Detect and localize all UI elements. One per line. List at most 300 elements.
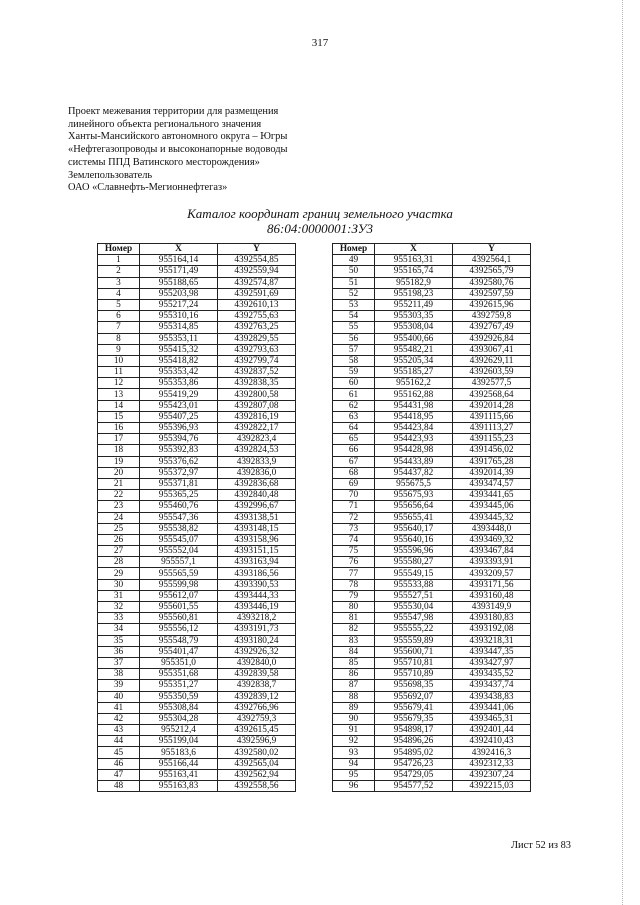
point-number-cell: 96: [333, 781, 375, 792]
y-coordinate-cell: 4391155,23: [453, 434, 531, 445]
point-number-cell: 89: [333, 702, 375, 713]
y-coordinate-cell: 4393390,53: [218, 579, 296, 590]
x-coordinate-cell: 954428,98: [375, 445, 453, 456]
y-coordinate-cell: 4393467,84: [453, 546, 531, 557]
point-number-cell: 31: [98, 590, 140, 601]
point-number-cell: 4: [98, 288, 140, 299]
point-number-cell: 54: [333, 311, 375, 322]
table-row: [333, 288, 531, 299]
table-row: [333, 389, 531, 400]
y-coordinate-cell: 4392763,25: [218, 322, 296, 333]
table-row: [333, 512, 531, 523]
y-coordinate-cell: 4393393,91: [453, 557, 531, 568]
point-number-cell: 52: [333, 288, 375, 299]
y-coordinate-cell: 4392564,1: [453, 255, 531, 266]
point-number-cell: 81: [333, 613, 375, 624]
point-number-cell: 43: [98, 725, 140, 736]
x-coordinate-cell: 955545,07: [140, 534, 218, 545]
y-coordinate-cell: 4392559,94: [218, 266, 296, 277]
point-number-cell: 41: [98, 702, 140, 713]
point-number-cell: 6: [98, 311, 140, 322]
y-coordinate-cell: 4392766,96: [218, 702, 296, 713]
x-coordinate-cell: 955710,89: [375, 669, 453, 680]
y-coordinate-cell: 4392839,58: [218, 669, 296, 680]
point-number-cell: 72: [333, 512, 375, 523]
header-number: Номер: [333, 244, 375, 255]
point-number-cell: 15: [98, 411, 140, 422]
table-row: [333, 635, 531, 646]
x-coordinate-cell: 955308,04: [375, 322, 453, 333]
table-row: [333, 613, 531, 624]
y-coordinate-cell: 4392926,32: [218, 646, 296, 657]
table-header-row: [333, 244, 531, 255]
point-number-cell: 42: [98, 713, 140, 724]
x-coordinate-cell: 955183,6: [140, 747, 218, 758]
table-row: [333, 624, 531, 635]
table-row: [98, 557, 296, 568]
y-coordinate-cell: 4393151,15: [218, 546, 296, 557]
table-row: [333, 702, 531, 713]
x-coordinate-cell: 955482,21: [375, 344, 453, 355]
point-number-cell: 91: [333, 725, 375, 736]
y-coordinate-cell: 4393474,57: [453, 478, 531, 489]
table-row: [333, 725, 531, 736]
y-coordinate-cell: 4392836,68: [218, 478, 296, 489]
point-number-cell: 65: [333, 434, 375, 445]
table-row: [98, 635, 296, 646]
table-row: [333, 434, 531, 445]
y-coordinate-cell: 4393209,57: [453, 568, 531, 579]
point-number-cell: 12: [98, 378, 140, 389]
point-number-cell: 26: [98, 534, 140, 545]
x-coordinate-cell: 955559,89: [375, 635, 453, 646]
point-number-cell: 68: [333, 467, 375, 478]
point-number-cell: 78: [333, 579, 375, 590]
x-coordinate-cell: 955392,83: [140, 445, 218, 456]
point-number-cell: 46: [98, 758, 140, 769]
table-header-row: [98, 244, 296, 255]
point-number-cell: 44: [98, 736, 140, 747]
table-row: [333, 378, 531, 389]
x-coordinate-cell: 955351,68: [140, 669, 218, 680]
x-coordinate-cell: 955371,81: [140, 478, 218, 489]
header-number: Номер: [98, 244, 140, 255]
point-number-cell: 23: [98, 501, 140, 512]
point-number-cell: 67: [333, 456, 375, 467]
y-coordinate-cell: 4392577,5: [453, 378, 531, 389]
header-line: Землепользователь: [68, 169, 153, 181]
table-row: [333, 534, 531, 545]
point-number-cell: 10: [98, 355, 140, 366]
x-coordinate-cell: 954729,05: [375, 769, 453, 780]
y-coordinate-cell: 4392416,3: [453, 747, 531, 758]
point-number-cell: 82: [333, 624, 375, 635]
table-row: [333, 713, 531, 724]
x-coordinate-cell: 955675,93: [375, 490, 453, 501]
y-coordinate-cell: 4392793,63: [218, 344, 296, 355]
x-coordinate-cell: 955612,07: [140, 590, 218, 601]
point-number-cell: 36: [98, 646, 140, 657]
table-row: [333, 568, 531, 579]
table-row: [98, 781, 296, 792]
point-number-cell: 86: [333, 669, 375, 680]
x-coordinate-cell: 955698,35: [375, 680, 453, 691]
x-coordinate-cell: 955692,07: [375, 691, 453, 702]
coordinates-table-left: [97, 243, 296, 792]
y-coordinate-cell: 4393148,15: [218, 523, 296, 534]
x-coordinate-cell: 955640,17: [375, 523, 453, 534]
x-coordinate-cell: 955185,27: [375, 367, 453, 378]
table-row: [333, 646, 531, 657]
y-coordinate-cell: 4392767,49: [453, 322, 531, 333]
y-coordinate-cell: 4393427,97: [453, 657, 531, 668]
header-line: «Нефтегазопроводы и высоконапорные водоводы: [68, 144, 288, 156]
point-number-cell: 73: [333, 523, 375, 534]
table-row: [98, 266, 296, 277]
y-coordinate-cell: 4392839,12: [218, 691, 296, 702]
x-coordinate-cell: 955565,59: [140, 568, 218, 579]
x-coordinate-cell: 955415,32: [140, 344, 218, 355]
x-coordinate-cell: 955549,15: [375, 568, 453, 579]
table-row: [98, 490, 296, 501]
table-row: [98, 680, 296, 691]
table-row: [333, 478, 531, 489]
x-coordinate-cell: 955460,76: [140, 501, 218, 512]
point-number-cell: 39: [98, 680, 140, 691]
x-coordinate-cell: 955165,74: [375, 266, 453, 277]
table-row: [333, 445, 531, 456]
x-coordinate-cell: 955679,41: [375, 702, 453, 713]
table-row: [333, 669, 531, 680]
table-row: [98, 579, 296, 590]
point-number-cell: 7: [98, 322, 140, 333]
table-row: [333, 657, 531, 668]
table-row: [333, 691, 531, 702]
x-coordinate-cell: 955198,23: [375, 288, 453, 299]
table-row: [333, 456, 531, 467]
y-coordinate-cell: 4393171,56: [453, 579, 531, 590]
x-coordinate-cell: 954418,95: [375, 411, 453, 422]
x-coordinate-cell: 955556,12: [140, 624, 218, 635]
y-coordinate-cell: 4391456,02: [453, 445, 531, 456]
table-row: [98, 702, 296, 713]
table-row: [98, 769, 296, 780]
table-row: [98, 501, 296, 512]
x-coordinate-cell: 955304,28: [140, 713, 218, 724]
point-number-cell: 49: [333, 255, 375, 266]
point-number-cell: 58: [333, 355, 375, 366]
point-number-cell: 75: [333, 546, 375, 557]
x-coordinate-cell: 955217,24: [140, 299, 218, 310]
point-number-cell: 50: [333, 266, 375, 277]
point-number-cell: 25: [98, 523, 140, 534]
x-coordinate-cell: 955557,1: [140, 557, 218, 568]
x-coordinate-cell: 954431,98: [375, 400, 453, 411]
y-coordinate-cell: 4392014,28: [453, 400, 531, 411]
table-row: [98, 355, 296, 366]
y-coordinate-cell: 4392615,45: [218, 725, 296, 736]
table-row: [333, 355, 531, 366]
x-coordinate-cell: 955163,31: [375, 255, 453, 266]
x-coordinate-cell: 954423,84: [375, 423, 453, 434]
point-number-cell: 62: [333, 400, 375, 411]
point-number-cell: 45: [98, 747, 140, 758]
x-coordinate-cell: 955162,88: [375, 389, 453, 400]
table-row: [98, 344, 296, 355]
x-coordinate-cell: 955353,42: [140, 367, 218, 378]
x-coordinate-cell: 955656,64: [375, 501, 453, 512]
y-coordinate-cell: 4393191,73: [218, 624, 296, 635]
table-row: [98, 523, 296, 534]
point-number-cell: 84: [333, 646, 375, 657]
y-coordinate-cell: 4393441,65: [453, 490, 531, 501]
y-coordinate-cell: 4392565,04: [218, 758, 296, 769]
point-number-cell: 21: [98, 478, 140, 489]
y-coordinate-cell: 4392926,84: [453, 333, 531, 344]
x-coordinate-cell: 955365,25: [140, 490, 218, 501]
table-row: [98, 534, 296, 545]
table-row: [98, 758, 296, 769]
x-coordinate-cell: 954898,17: [375, 725, 453, 736]
point-number-cell: 76: [333, 557, 375, 568]
point-number-cell: 63: [333, 411, 375, 422]
point-number-cell: 85: [333, 657, 375, 668]
x-coordinate-cell: 955205,34: [375, 355, 453, 366]
y-coordinate-cell: 4392629,11: [453, 355, 531, 366]
table-row: [98, 423, 296, 434]
x-coordinate-cell: 955171,49: [140, 266, 218, 277]
point-number-cell: 83: [333, 635, 375, 646]
point-number-cell: 56: [333, 333, 375, 344]
table-row: [333, 747, 531, 758]
x-coordinate-cell: 954423,93: [375, 434, 453, 445]
point-number-cell: 71: [333, 501, 375, 512]
header-line: линейного объекта регионального значения: [68, 118, 262, 130]
point-number-cell: 13: [98, 389, 140, 400]
x-coordinate-cell: 955560,81: [140, 613, 218, 624]
y-coordinate-cell: 4393438,83: [453, 691, 531, 702]
table-row: [98, 411, 296, 422]
table-row: [98, 378, 296, 389]
y-coordinate-cell: 4392840,0: [218, 657, 296, 668]
point-number-cell: 29: [98, 568, 140, 579]
table-row: [333, 579, 531, 590]
x-coordinate-cell: 955530,04: [375, 602, 453, 613]
y-coordinate-cell: 4392014,39: [453, 467, 531, 478]
y-coordinate-cell: 4392603,59: [453, 367, 531, 378]
x-coordinate-cell: 955182,9: [375, 277, 453, 288]
point-number-cell: 40: [98, 691, 140, 702]
point-number-cell: 51: [333, 277, 375, 288]
table-row: [333, 523, 531, 534]
x-coordinate-cell: 954895,02: [375, 747, 453, 758]
table-row: [98, 456, 296, 467]
header-line: Проект межевания территории для размещения: [68, 106, 279, 117]
table-row: [98, 322, 296, 333]
point-number-cell: 9: [98, 344, 140, 355]
point-number-cell: 92: [333, 736, 375, 747]
y-coordinate-cell: 4392401,44: [453, 725, 531, 736]
x-coordinate-cell: 955580,27: [375, 557, 453, 568]
point-number-cell: 47: [98, 769, 140, 780]
point-number-cell: 14: [98, 400, 140, 411]
y-coordinate-cell: 4392837,52: [218, 367, 296, 378]
table-row: [98, 277, 296, 288]
y-coordinate-cell: 4392836,0: [218, 467, 296, 478]
point-number-cell: 2: [98, 266, 140, 277]
table-row: [333, 501, 531, 512]
catalog-title-line: Каталог координат границ земельного участка: [187, 206, 453, 221]
table-row: [333, 758, 531, 769]
table-row: [98, 713, 296, 724]
y-coordinate-cell: 4393444,33: [218, 590, 296, 601]
x-coordinate-cell: 955401,47: [140, 646, 218, 657]
x-coordinate-cell: 955394,76: [140, 434, 218, 445]
y-coordinate-cell: 4392562,94: [218, 769, 296, 780]
point-number-cell: 60: [333, 378, 375, 389]
y-coordinate-cell: 4392833,9: [218, 456, 296, 467]
table-row: [333, 590, 531, 601]
x-coordinate-cell: 955314,85: [140, 322, 218, 333]
x-coordinate-cell: 955547,36: [140, 512, 218, 523]
table-row: [98, 669, 296, 680]
y-coordinate-cell: 4392800,58: [218, 389, 296, 400]
y-coordinate-cell: 4393447,35: [453, 646, 531, 657]
x-coordinate-cell: 954726,23: [375, 758, 453, 769]
x-coordinate-cell: 955601,55: [140, 602, 218, 613]
y-coordinate-cell: 4392558,56: [218, 781, 296, 792]
point-number-cell: 69: [333, 478, 375, 489]
x-coordinate-cell: 955308,84: [140, 702, 218, 713]
y-coordinate-cell: 4392755,63: [218, 311, 296, 322]
page-number: 317: [311, 37, 329, 49]
x-coordinate-cell: 955212,4: [140, 725, 218, 736]
table-row: [333, 769, 531, 780]
x-coordinate-cell: 954896,26: [375, 736, 453, 747]
y-coordinate-cell: 4392840,48: [218, 490, 296, 501]
table-row: [333, 557, 531, 568]
y-coordinate-cell: 4393160,48: [453, 590, 531, 601]
point-number-cell: 87: [333, 680, 375, 691]
y-coordinate-cell: 4393180,24: [218, 635, 296, 646]
header-line: ОАО «Славнефть-Мегионнефтегаз»: [68, 182, 228, 194]
table-row: [98, 646, 296, 657]
x-coordinate-cell: 954437,82: [375, 467, 453, 478]
x-coordinate-cell: 954577,52: [375, 781, 453, 792]
table-row: [98, 568, 296, 579]
y-coordinate-cell: 4391765,28: [453, 456, 531, 467]
table-row: [98, 299, 296, 310]
table-row: [98, 389, 296, 400]
point-number-cell: 57: [333, 344, 375, 355]
table-row: [333, 423, 531, 434]
table-row: [333, 490, 531, 501]
x-coordinate-cell: 955351,0: [140, 657, 218, 668]
x-coordinate-cell: 955527,51: [375, 590, 453, 601]
point-number-cell: 11: [98, 367, 140, 378]
y-coordinate-cell: 4392597,59: [453, 288, 531, 299]
table-row: [333, 467, 531, 478]
x-coordinate-cell: 955552,04: [140, 546, 218, 557]
point-number-cell: 95: [333, 769, 375, 780]
y-coordinate-cell: 4392580,02: [218, 747, 296, 758]
x-coordinate-cell: 955675,5: [375, 478, 453, 489]
y-coordinate-cell: 4392816,19: [218, 411, 296, 422]
y-coordinate-cell: 4393158,96: [218, 534, 296, 545]
x-coordinate-cell: 955533,88: [375, 579, 453, 590]
y-coordinate-cell: 4392568,64: [453, 389, 531, 400]
y-coordinate-cell: 4393435,52: [453, 669, 531, 680]
table-row: [98, 445, 296, 456]
point-number-cell: 53: [333, 299, 375, 310]
y-coordinate-cell: 4392312,33: [453, 758, 531, 769]
point-number-cell: 48: [98, 781, 140, 792]
y-coordinate-cell: 4393218,31: [453, 635, 531, 646]
point-number-cell: 3: [98, 277, 140, 288]
x-coordinate-cell: 955419,29: [140, 389, 218, 400]
y-coordinate-cell: 4393437,74: [453, 680, 531, 691]
x-coordinate-cell: 955163,41: [140, 769, 218, 780]
x-coordinate-cell: 955555,22: [375, 624, 453, 635]
x-coordinate-cell: 955423,01: [140, 400, 218, 411]
sheet-counter: Лист 52 из 83: [511, 840, 571, 851]
point-number-cell: 59: [333, 367, 375, 378]
y-coordinate-cell: 4393218,2: [218, 613, 296, 624]
y-coordinate-cell: 4392410,43: [453, 736, 531, 747]
point-number-cell: 77: [333, 568, 375, 579]
point-number-cell: 24: [98, 512, 140, 523]
point-number-cell: 70: [333, 490, 375, 501]
table-row: [98, 467, 296, 478]
point-number-cell: 55: [333, 322, 375, 333]
table-row: [333, 333, 531, 344]
table-row: [333, 781, 531, 792]
table-row: [333, 736, 531, 747]
project-header: [68, 106, 288, 195]
x-coordinate-cell: 955640,16: [375, 534, 453, 545]
x-coordinate-cell: 955199,04: [140, 736, 218, 747]
table-row: [98, 288, 296, 299]
point-number-cell: 90: [333, 713, 375, 724]
y-coordinate-cell: 4391115,66: [453, 411, 531, 422]
table-row: [98, 613, 296, 624]
y-coordinate-cell: 4392610,13: [218, 299, 296, 310]
catalog-parcel-number: 86:04:0000001:ЗУ3: [267, 221, 373, 236]
y-coordinate-cell: 4393469,32: [453, 534, 531, 545]
point-number-cell: 93: [333, 747, 375, 758]
x-coordinate-cell: 955310,16: [140, 311, 218, 322]
x-coordinate-cell: 955547,98: [375, 613, 453, 624]
header-line: системы ППД Ватинского месторождения»: [68, 156, 260, 168]
y-coordinate-cell: 4392580,76: [453, 277, 531, 288]
x-coordinate-cell: 955166,44: [140, 758, 218, 769]
x-coordinate-cell: 955600,71: [375, 646, 453, 657]
table-row: [333, 680, 531, 691]
point-number-cell: 18: [98, 445, 140, 456]
table-row: [333, 546, 531, 557]
point-number-cell: 20: [98, 467, 140, 478]
x-coordinate-cell: 955353,86: [140, 378, 218, 389]
y-coordinate-cell: 4392615,96: [453, 299, 531, 310]
table-row: [333, 411, 531, 422]
point-number-cell: 38: [98, 669, 140, 680]
table-row: [98, 512, 296, 523]
x-coordinate-cell: 955655,41: [375, 512, 453, 523]
y-coordinate-cell: 4393441,06: [453, 702, 531, 713]
point-number-cell: 32: [98, 602, 140, 613]
point-number-cell: 19: [98, 456, 140, 467]
table-row: [98, 434, 296, 445]
